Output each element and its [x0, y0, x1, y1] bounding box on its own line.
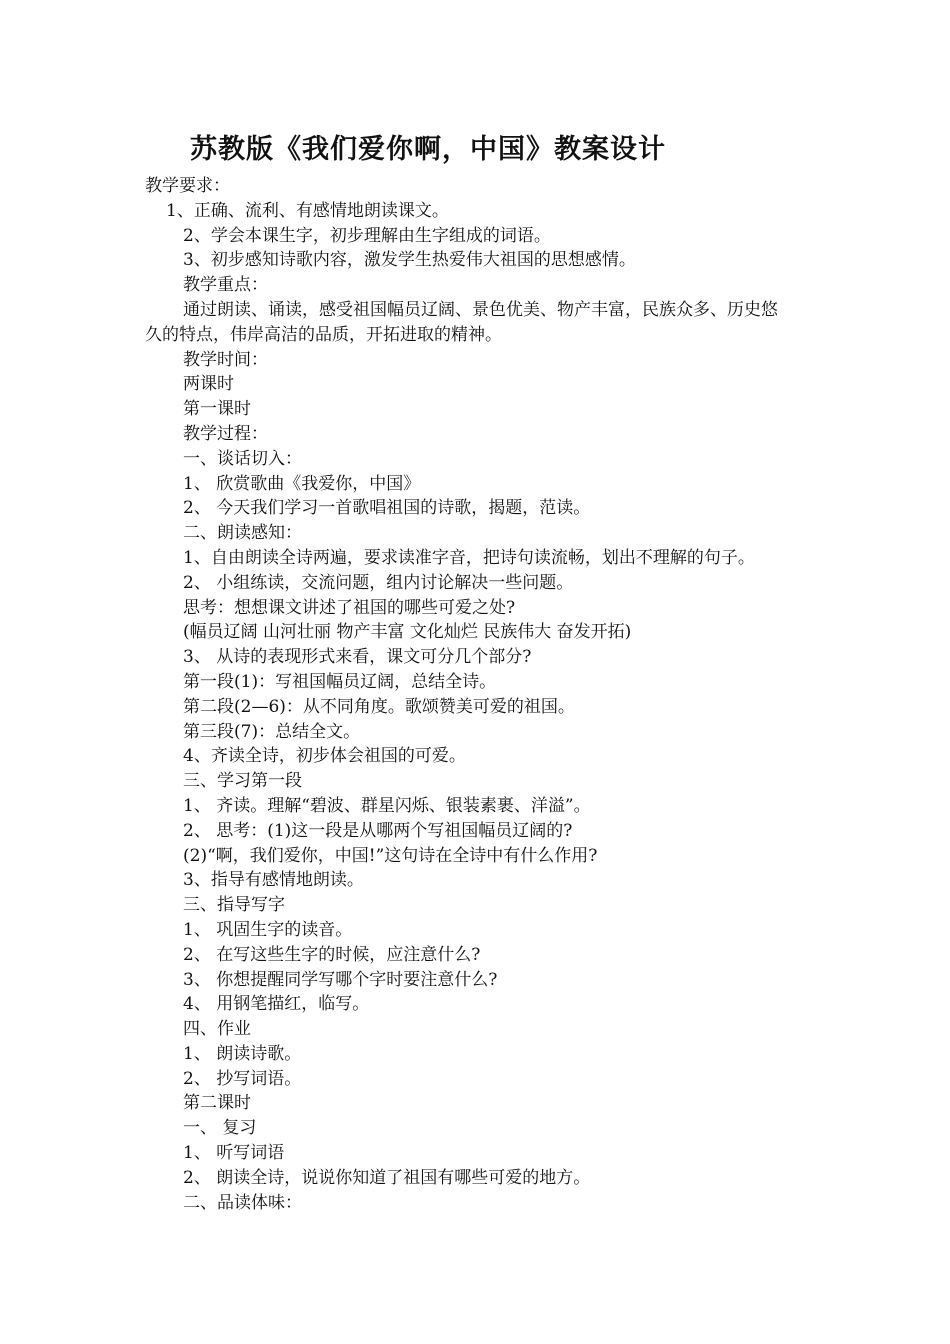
document-line: 1、正确、流利、有感情地朗读课文。	[166, 200, 449, 221]
document-line: 一、谈话切入：	[183, 448, 302, 469]
document-line: 第一课时	[183, 399, 251, 420]
document-line: (幅员辽阔 山河壮丽 物产丰富 文化灿烂 民族伟大 奋发开拓)	[183, 622, 632, 643]
document-line: 教学过程：	[183, 423, 268, 444]
document-line: 4、齐读全诗，初步体会祖国的可爱。	[183, 746, 466, 767]
document-line: 1、自由朗读全诗两遍，要求读准字音，把诗句读流畅，划出不理解的句子。	[183, 547, 755, 568]
document-line: 第三段(7)：总结全文。	[183, 721, 361, 742]
document-line: 通过朗读、诵读，感受祖国幅员辽阔、景色优美、物产丰富，民族众多、历史悠	[183, 299, 778, 320]
document-line: 教学时间：	[183, 349, 268, 370]
document-line: 1、 巩固生字的读音。	[183, 919, 353, 940]
document-line: 2、 朗读全诗，说说你知道了祖国有哪些可爱的地方。	[183, 1167, 591, 1188]
document-line: 3、初步感知诗歌内容，激发学生热爱伟大祖国的思想感情。	[183, 250, 636, 271]
document-line: 2、 思考：(1)这一段是从哪两个写祖国幅员辽阔的?	[183, 820, 573, 841]
document-line: 1、 欣赏歌曲《我爱你，中国》	[183, 473, 421, 494]
document-line: 4、 用钢笔描红，临写。	[183, 994, 370, 1015]
document-line: 二、朗读感知：	[183, 523, 302, 544]
document-line: 久的特点，伟岸高洁的品质，开拓进取的精神。	[145, 324, 502, 345]
document-line: 思考：想想课文讲述了祖国的哪些可爱之处?	[183, 597, 516, 618]
document-line: 2、 今天我们学习一首歌唱祖国的诗歌，揭题，范读。	[183, 498, 591, 519]
document-line: 2、 抄写词语。	[183, 1068, 302, 1089]
document-line: 1、 听写词语	[183, 1143, 285, 1164]
document-line: 一、 复习	[183, 1118, 257, 1139]
document-line: 二、品读体味：	[183, 1192, 302, 1213]
document-line: 教学要求：	[145, 176, 230, 196]
document-line: 3、 你想提醒同学写哪个字时要注意什么?	[183, 969, 498, 990]
document-line: 3、 从诗的表现形式来看，课文可分几个部分?	[183, 647, 532, 668]
document-line: 1、 朗读诗歌。	[183, 1043, 302, 1064]
document-line: 三、指导写字	[183, 895, 285, 916]
document-title: 苏教版《我们爱你啊，中国》教案设计	[190, 134, 666, 165]
document-line: 第二课时	[183, 1093, 251, 1114]
document-line: 2、学会本课生字，初步理解由生字组成的词语。	[183, 225, 551, 246]
document-line: 3、指导有感情地朗读。	[183, 870, 364, 891]
document-line: 第一段(1)：写祖国幅员辽阔，总结全诗。	[183, 671, 497, 692]
document-line: 三、学习第一段	[183, 771, 302, 792]
document-line: 两课时	[183, 374, 234, 395]
document-line: 第二段(2—6)：从不同角度。歌颂赞美可爱的祖国。	[183, 696, 575, 717]
document-line: 2、 在写这些生字的时候，应注意什么?	[183, 944, 481, 965]
document-line: 四、作业	[183, 1019, 251, 1040]
document-line: 教学重点：	[183, 275, 268, 296]
document-line: 2、 小组练读，交流问题，组内讨论解决一些问题。	[183, 572, 574, 593]
document-line: (2)“啊，我们爱你，中国!”这句诗在全诗中有什么作用?	[183, 845, 598, 866]
document-line: 1、 齐读。理解“碧波、群星闪烁、银装素裹、洋溢”。	[183, 795, 591, 816]
document-body	[0, 174, 950, 1215]
